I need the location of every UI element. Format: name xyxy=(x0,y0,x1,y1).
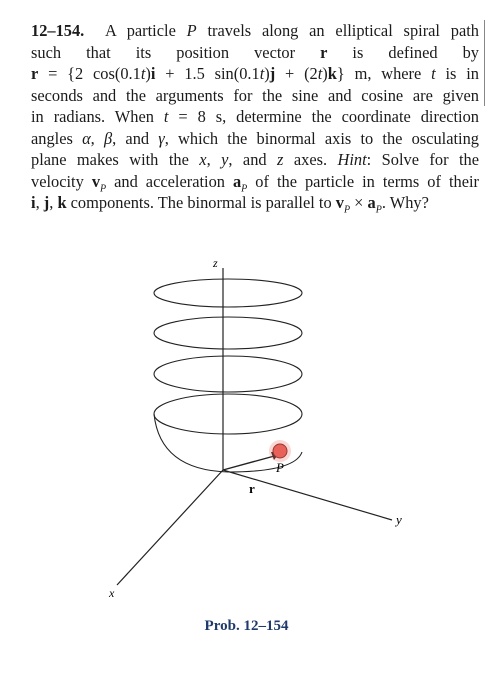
particle-label: P xyxy=(276,460,284,475)
problem-line-8: velocity $v_P$ and acceleration $a_P$ of the particle in terms of their xyxy=(31,171,479,192)
problem-statement xyxy=(31,20,479,221)
vector-label: r xyxy=(249,481,255,496)
spiral-diagram xyxy=(0,240,493,610)
margin-rule xyxy=(484,20,485,106)
problem-line-9: i, j, k components. The binormal is parallel to $v_P \times a_P$. Why? xyxy=(31,193,429,216)
x-axis-label: x xyxy=(109,586,115,600)
problem-line-7: plane makes with the x, y, and z axes. Hint: Solve for the xyxy=(31,150,479,169)
problem-line-4: seconds and the arguments for the sine and cosine are given xyxy=(31,85,479,105)
particle-glow xyxy=(269,440,291,462)
y-axis-label: y xyxy=(396,512,402,527)
spiral-figure xyxy=(0,240,493,610)
problem-line-5: in radians. When t = 8 s, determine the coordinate direction xyxy=(31,107,479,126)
problem-line-2: such that its position vector r is defined by xyxy=(31,42,479,62)
z-axis-label: z xyxy=(213,256,218,270)
position-vector xyxy=(223,455,278,470)
problem-line-3: r = {2 cos(0.1t)i + 1.5 sin(0.1t)j + (2t)k} m, where t is in xyxy=(31,64,479,83)
problem-line-1: 12–154. A particle P travels along an elliptical spiral path xyxy=(31,21,479,40)
problem-number: 12–154. xyxy=(31,21,85,40)
problem-line-6: angles α, β, and γ, which the binormal axis to the osculating xyxy=(31,128,479,148)
x-axis xyxy=(117,470,223,585)
figure-caption: Prob. 12–154 xyxy=(204,618,289,634)
